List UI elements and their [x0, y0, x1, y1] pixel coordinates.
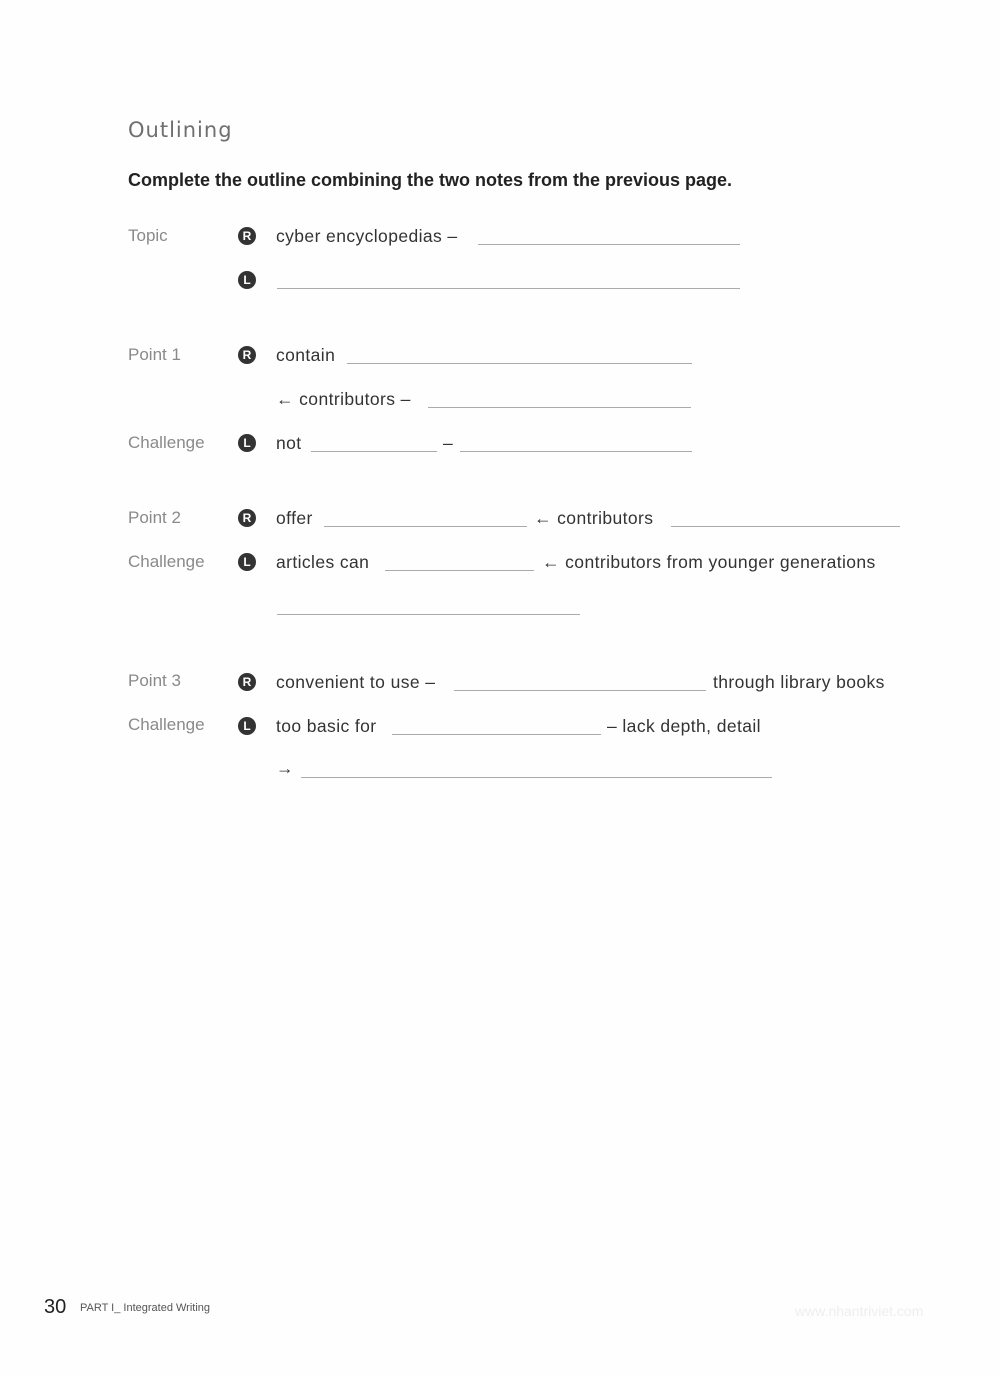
answer-blank[interactable] [277, 288, 740, 289]
challenge2-contributors-text: ← contributors from younger generations [542, 552, 876, 572]
reading-badge-icon: R [238, 346, 256, 364]
challenge3-depth-text: – lack depth, detail [607, 716, 761, 736]
listening-badge-icon: L [238, 553, 256, 571]
challenge2-text: articles can [276, 552, 370, 572]
answer-blank[interactable] [454, 690, 706, 691]
page-number: 30 [44, 1296, 67, 1318]
listening-badge-icon: L [238, 434, 256, 452]
arrow-icon: → [276, 758, 294, 778]
answer-blank[interactable] [671, 526, 900, 527]
topic-reading-text: cyber encyclopedias – [276, 226, 458, 246]
listening-badge-icon: L [238, 717, 256, 735]
answer-blank[interactable] [277, 614, 580, 615]
answer-blank[interactable] [428, 407, 691, 408]
point1-text: contain [276, 345, 336, 365]
challenge1-text: not [276, 433, 302, 453]
point3-library-text: through library books [713, 672, 885, 692]
label-challenge: Challenge [128, 433, 205, 452]
label-point-3: Point 3 [128, 671, 181, 690]
reading-badge-icon: R [238, 227, 256, 245]
label-challenge: Challenge [128, 552, 205, 571]
answer-blank[interactable] [347, 363, 692, 364]
challenge3-text: too basic for [276, 716, 377, 736]
label-point-2: Point 2 [128, 508, 181, 527]
instruction: Complete the outline combining the two notes from the previous page. [128, 170, 733, 190]
answer-blank[interactable] [385, 570, 534, 571]
challenge1-dash: – [443, 433, 454, 453]
label-challenge: Challenge [128, 715, 205, 734]
label-topic: Topic [128, 226, 168, 245]
answer-blank[interactable] [478, 244, 740, 245]
point2-contributors-text: ← contributors [534, 508, 654, 528]
point2-text: offer [276, 508, 313, 528]
answer-blank[interactable] [324, 526, 527, 527]
answer-blank[interactable] [311, 451, 437, 452]
answer-blank[interactable] [301, 777, 772, 778]
reading-badge-icon: R [238, 509, 256, 527]
label-point-1: Point 1 [128, 345, 181, 364]
reading-badge-icon: R [238, 673, 256, 691]
point1-contributors-text: ← contributors – [276, 389, 411, 409]
part-label: PART I_ Integrated Writing [80, 1302, 211, 1314]
point3-text: convenient to use – [276, 672, 436, 692]
section-title: Outlining [128, 118, 233, 142]
answer-blank[interactable] [392, 734, 601, 735]
answer-blank[interactable] [460, 451, 692, 452]
watermark: www.nhantriviet.com [795, 1303, 924, 1319]
listening-badge-icon: L [238, 271, 256, 289]
